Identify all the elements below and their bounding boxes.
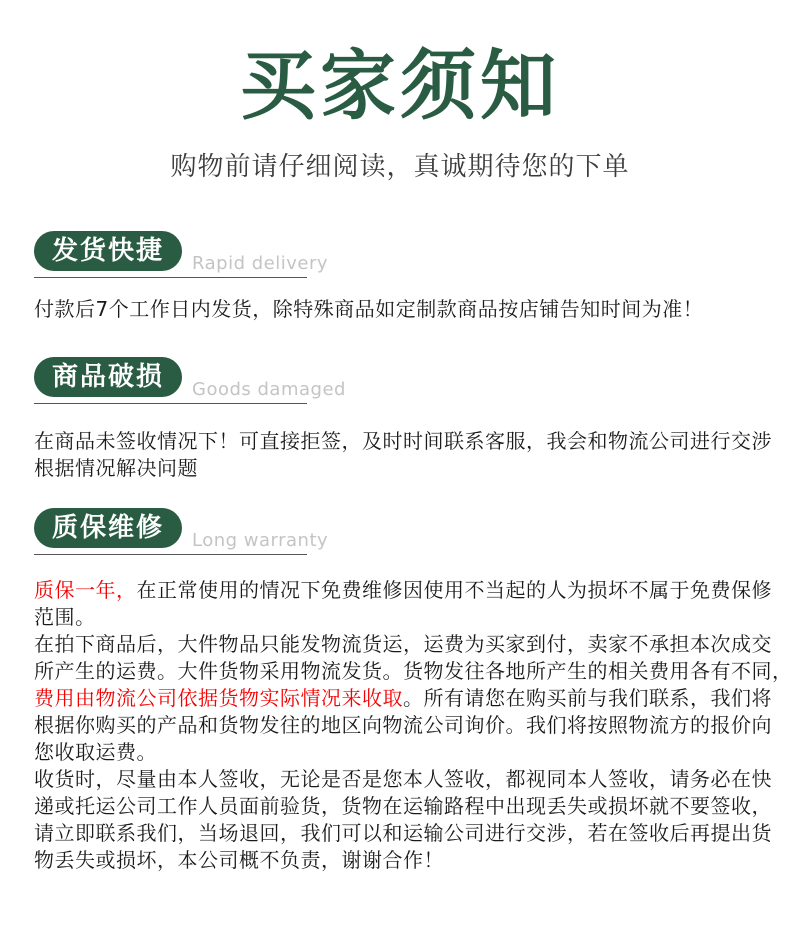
badge-row (34, 508, 770, 552)
text-line (34, 766, 770, 793)
text-segment: 所产生的运费。大件货物采用物流发货。货物发往各地所产生的相关费用各有不同， (34, 659, 793, 684)
section-divider (34, 403, 307, 404)
rapid-delivery-text (34, 296, 770, 323)
badge-row (34, 231, 770, 275)
text-segment: 在商品未签收情况下！可直接拒签，及时时间联系客服，我会和物流公司进行交涉 (34, 429, 772, 454)
section-divider (34, 277, 307, 278)
text-segment: 范围。 (34, 605, 96, 630)
text-line (34, 820, 770, 847)
text-line (34, 577, 770, 604)
warranty-badge: 质保维修 (34, 508, 182, 548)
text-line (34, 847, 770, 874)
text-segment: 根据情况解决问题 (34, 456, 198, 481)
text-segment: 物丢失或损坏，本公司概不负责，谢谢合作！ (34, 848, 444, 873)
text-line (34, 685, 770, 712)
text-line (34, 296, 770, 323)
goods-damaged-english-label: Goods damaged (192, 379, 346, 401)
text-segment: 根据你购买的产品和货物发往的地区向物流公司询价。我们将按照物流方的报价向 (34, 713, 772, 738)
text-line (34, 604, 770, 631)
page-title: 买家须知 (240, 41, 560, 130)
page-subtitle: 购物前请仔细阅读，真诚期待您的下单 (170, 152, 630, 183)
text-segment: 请立即联系我们，当场退回，我们可以和运输公司进行交涉，若在签收后再提出货 (34, 821, 772, 846)
text-line (34, 712, 770, 739)
section-rapid-delivery (34, 231, 770, 323)
text-segment: 收货时，尽量由本人签收，无论是否是您本人签收，都视同本人签收，请务必在快 (34, 767, 772, 792)
section-goods-damaged (34, 357, 770, 482)
goods-damaged-badge: 商品破损 (34, 357, 182, 397)
section-divider (34, 554, 307, 555)
text-segment: 递或托运公司工作人员面前验货，货物在运输路程中出现丢失或损坏就不要签收， (34, 794, 772, 819)
notice-content (0, 231, 800, 874)
text-segment: 付款后7个工作日内发货，除特殊商品如定制款商品按店铺告知时间为准！ (34, 297, 704, 322)
highlighted-text-segment: 费用由物流公司依据货物实际情况来收取 (34, 686, 403, 711)
text-line (34, 428, 770, 455)
warranty-english-label: Long warranty (192, 530, 329, 552)
warranty-text (34, 577, 793, 874)
text-line (34, 455, 770, 482)
text-segment: 在拍下商品后，大件物品只能发物流货运，运费为买家到付，卖家不承担本次成交 (34, 632, 772, 657)
text-segment: 您收取运费。 (34, 740, 157, 765)
text-line (34, 739, 770, 766)
text-segment: 。所有请您在购买前与我们联系，我们将 (403, 686, 772, 711)
goods-damaged-text (34, 428, 770, 482)
text-segment: 在正常使用的情况下免费维修因使用不当起的人为损坏不属于免费保修 (136, 578, 772, 603)
badge-row (34, 357, 770, 401)
highlighted-text-segment: 质保一年， (34, 578, 137, 603)
rapid-delivery-english-label: Rapid delivery (192, 253, 328, 275)
section-warranty (34, 508, 793, 874)
rapid-delivery-badge: 发货快捷 (34, 231, 182, 271)
text-line (34, 793, 770, 820)
text-line (34, 631, 770, 658)
text-line (34, 658, 793, 685)
